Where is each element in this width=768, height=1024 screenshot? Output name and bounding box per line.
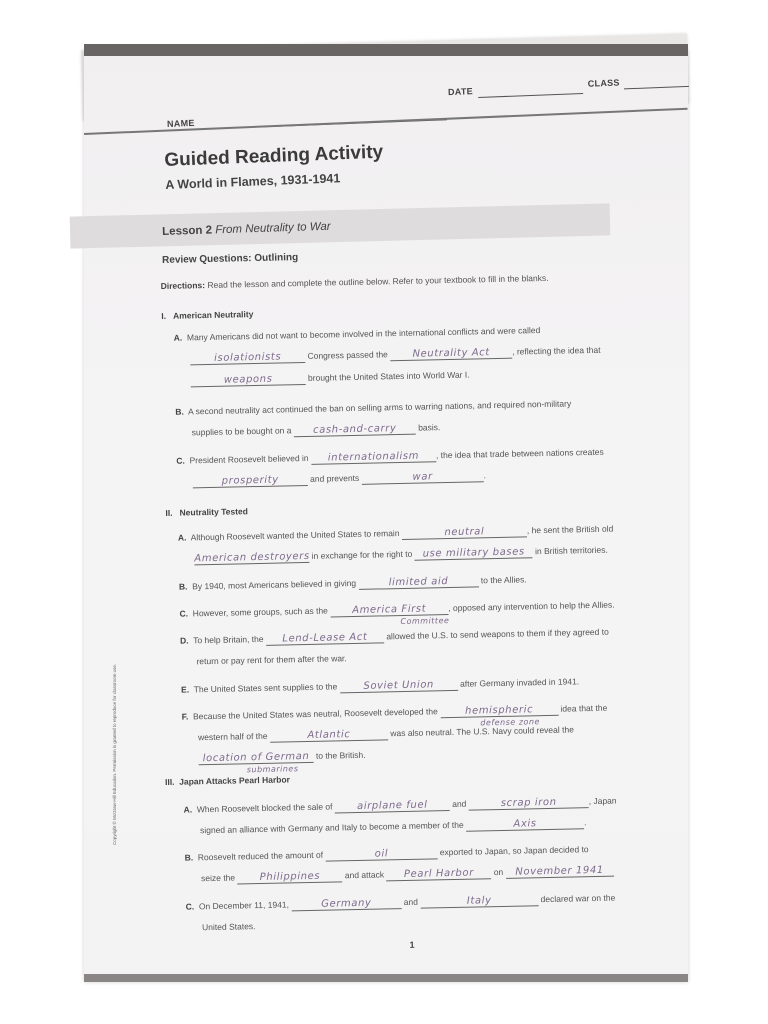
item-ii-d-line1: D. To help Britain, the Lend-Lease Act allowed the U.S. to send weapons to them if they agreed to bbox=[179, 626, 609, 646]
item-ii-a-line1: A. Although Roosevelt wanted the United States to remain neutral , he sent the British old bbox=[177, 523, 614, 543]
answer-blank[interactable]: prosperity bbox=[193, 475, 308, 488]
answer-blank[interactable]: America First Committee bbox=[330, 604, 448, 617]
answer-blank[interactable]: war bbox=[362, 471, 484, 485]
answer-blank[interactable]: Atlantic bbox=[270, 729, 388, 742]
answer-blank[interactable]: Axis bbox=[466, 818, 584, 831]
item-iii-c-line1: C. On December 11, 1941, Germany and Italy declared war on the bbox=[185, 892, 616, 912]
date-label: DATE bbox=[447, 86, 474, 98]
name-label: NAME bbox=[166, 117, 195, 129]
page-number: 1 bbox=[409, 939, 415, 950]
answer-blank[interactable]: Neutrality Act bbox=[390, 348, 512, 362]
section-iii-heading: III. Japan Attacks Pearl Harbor bbox=[164, 774, 291, 788]
item-iii-b-line1: B. Roosevelt reduced the amount of oil exported to Japan, so Japan decided to bbox=[184, 844, 589, 863]
answer-blank[interactable]: Germany bbox=[291, 898, 401, 911]
directions-label: Directions: bbox=[160, 280, 206, 291]
answer-blank[interactable]: neutral bbox=[402, 526, 527, 540]
answer-blank[interactable]: November 1941 bbox=[506, 866, 614, 879]
answer-blank[interactable]: Lend-Lease Act bbox=[266, 632, 384, 645]
answer-blank[interactable]: limited aid bbox=[358, 576, 478, 590]
answer-blank[interactable]: airplane fuel bbox=[335, 800, 450, 813]
answer-blank[interactable]: weapons bbox=[191, 374, 306, 387]
directions-text: Read the lesson and complete the outline below. Refer to your textbook to fill in the blanks. bbox=[207, 272, 549, 291]
answer-blank[interactable]: oil bbox=[325, 848, 437, 861]
item-ii-e: E. The United States sent supplies to the Soviet Union after Germany invaded in 1941. bbox=[181, 676, 580, 695]
section-i-heading: I. American Neutrality bbox=[161, 309, 254, 321]
answer-blank[interactable]: use military bases bbox=[415, 547, 533, 560]
page-title: Guided Reading Activity bbox=[164, 141, 384, 171]
item-i-a-line2: isolationists Congress passed the Neutrality Act , reflecting the idea that bbox=[190, 345, 601, 366]
answer-blank[interactable]: scrap iron bbox=[469, 797, 589, 811]
date-line bbox=[478, 93, 583, 98]
item-ii-a-line2: American destroyers in exchange for the right to use military bases in British territories. bbox=[194, 544, 608, 565]
answer-blank[interactable]: Philippines bbox=[237, 871, 342, 884]
item-ii-f-line2: western half of the Atlantic was also neutral. The U.S. Navy could reveal the bbox=[198, 724, 574, 743]
review-heading: Review Questions: Outlining bbox=[161, 252, 299, 266]
answer-blank[interactable]: hemispheric defense zone bbox=[440, 705, 558, 718]
answer-blank[interactable]: isolationists bbox=[190, 352, 305, 365]
answer-blank[interactable]: Italy bbox=[420, 895, 538, 908]
answer-blank[interactable]: American destroyers bbox=[194, 550, 310, 565]
item-i-c-line1: C. President Roosevelt believed in internationalism , the idea that trade between nations creates bbox=[176, 446, 604, 466]
item-i-c-line2: prosperity and prevents war . bbox=[193, 470, 486, 488]
item-i-a-line3: weapons brought the United States into World War I. bbox=[191, 370, 470, 388]
item-ii-c: C. However, some groups, such as the America First Committee , opposed any intervention to help the Allies. bbox=[179, 599, 615, 627]
section-ii-heading: II. Neutrality Tested bbox=[165, 506, 249, 518]
top-shadow-edge bbox=[84, 44, 688, 56]
item-i-a-line1: A. Many Americans did not want to become involved in the international conflicts and were called bbox=[173, 325, 541, 343]
item-iii-b-line2: seize the Philippines and attack Pearl Harbor on November 1941 bbox=[201, 865, 614, 886]
item-iii-c-line2: United States. bbox=[201, 921, 256, 933]
copyright-notice: Copyright © McGraw-Hill Education. Permission is granted to reproduce for classroom use. bbox=[112, 663, 117, 845]
page-subtitle: A World in Flames, 1931-1941 bbox=[165, 171, 341, 192]
title-block bbox=[164, 142, 384, 192]
answer-blank[interactable]: Soviet Union bbox=[340, 680, 458, 693]
lesson-number: Lesson 2 bbox=[162, 224, 213, 238]
bottom-shadow-edge bbox=[84, 974, 688, 982]
answer-blank[interactable]: cash-and-carry bbox=[294, 424, 416, 438]
answer-blank[interactable]: Pearl Harbor bbox=[386, 868, 491, 881]
item-iii-a-line2: signed an alliance with Germany and Italy to become a member of the Axis . bbox=[199, 817, 587, 836]
class-label: CLASS bbox=[587, 77, 620, 89]
item-ii-b: B. By 1940, most Americans believed in giving limited aid to the Allies. bbox=[178, 574, 527, 592]
answer-blank[interactable]: internationalism bbox=[311, 451, 436, 465]
item-ii-d-line2: return or pay rent for them after the war. bbox=[196, 653, 347, 667]
answer-blank[interactable]: location of German submarines bbox=[198, 752, 313, 765]
class-line bbox=[624, 86, 689, 89]
lesson-title: From Neutrality to War bbox=[215, 220, 331, 237]
item-ii-f-line3: location of German submarines to the British. bbox=[198, 750, 365, 765]
item-ii-f-line1: F. Because the United States was neutral, Roosevelt developed the hemispheric defense zone idea that the bbox=[181, 702, 608, 728]
item-iii-a-line1: A. When Roosevelt blocked the sale of airplane fuel and scrap iron , Japan bbox=[183, 795, 617, 815]
item-i-b-line1: B. A second neutrality act continued the ban on selling arms to warring nations, and required non-military bbox=[175, 398, 572, 417]
item-i-b-line2: supplies to be bought on a cash-and-carry basis. bbox=[191, 422, 441, 438]
